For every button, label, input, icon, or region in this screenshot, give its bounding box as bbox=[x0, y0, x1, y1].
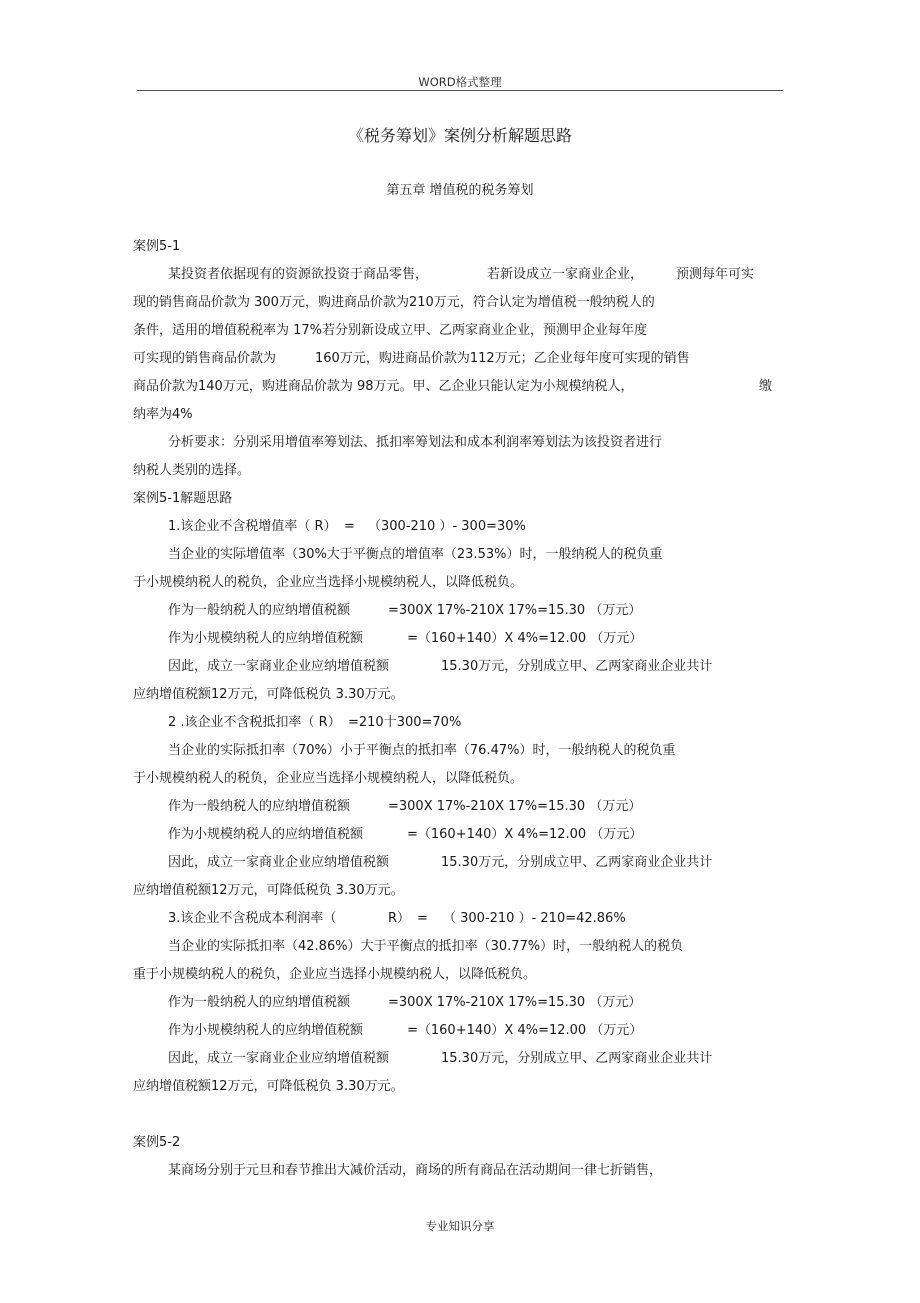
paragraph-line: 应纳增值税额12万元，可降低税负 3.30万元。 bbox=[133, 1079, 404, 1094]
calc-value: =300X 17%-210X 17%=15.30 （万元） bbox=[388, 799, 642, 814]
formula-line: = bbox=[417, 911, 428, 926]
calc-label: 作为一般纳税人的应纳增值税额 bbox=[168, 995, 351, 1010]
formula-line: 1.该企业不含税增值率（ R） bbox=[168, 519, 337, 534]
paragraph-line: 于小规模纳税人的税负，企业应当选择小规模纳税人，以降低税负。 bbox=[133, 771, 524, 786]
formula-line: （300-210 ）- 300=30% bbox=[368, 519, 526, 534]
paragraph-line: 应纳增值税额12万元，可降低税负 3.30万元。 bbox=[133, 687, 404, 702]
calc-label: 作为一般纳税人的应纳增值税额 bbox=[168, 799, 351, 814]
paragraph-line: 某投资者依据现有的资源欲投资于商品零售， bbox=[168, 267, 429, 282]
paragraph-line: 因此，成立一家商业企业应纳增值税额 bbox=[168, 855, 390, 870]
paragraph-line: 可实现的销售商品价款为 bbox=[133, 351, 277, 366]
formula-line: R） bbox=[388, 911, 411, 926]
paragraph-line: 因此，成立一家商业企业应纳增值税额 bbox=[168, 659, 390, 674]
paragraph-line: 当企业的实际增值率（30%大于平衡点的增值率（23.53%）时，一般纳税人的税负重 bbox=[168, 547, 663, 562]
header-divider bbox=[137, 90, 783, 91]
calc-value: =300X 17%-210X 17%=15.30 （万元） bbox=[388, 603, 642, 618]
paragraph-line: 15.30万元，分别成立甲、乙两家商业企业共计 bbox=[441, 659, 713, 674]
header-text: WORD格式整理 bbox=[418, 75, 502, 89]
document-title: 《税务筹划》案例分析解题思路 bbox=[347, 126, 572, 145]
paragraph-line: 160万元，购进商品价款为112万元；乙企业每年度可实现的销售 bbox=[315, 351, 690, 366]
paragraph-line: 当企业的实际抵扣率（70%）小于平衡点的抵扣率（76.47%）时，一般纳税人的税负重 bbox=[168, 743, 676, 758]
paragraph-line: 分析要求：分别采用增值率筹划法、抵扣率筹划法和成本利润率筹划法为该投资者进行 bbox=[168, 435, 663, 450]
chapter-heading: 第五章 增值税的税务筹划 bbox=[386, 183, 534, 198]
formula-line: 2 .该企业不含税抵扣率（ R） bbox=[168, 715, 341, 730]
paragraph-line: 缴 bbox=[759, 379, 773, 394]
paragraph-line: 应纳增值税额12万元，可降低税负 3.30万元。 bbox=[133, 883, 404, 898]
paragraph-line: 现的销售商品价款为 300万元，购进商品价款为210万元，符合认定为增值税一般纳税人的 bbox=[133, 295, 655, 310]
paragraph-line: 于小规模纳税人的税负，企业应当选择小规模纳税人，以降低税负。 bbox=[133, 575, 524, 590]
paragraph-line: 条件，适用的增值税税率为 17%若分别新设成立甲、乙两家商业企业，预测甲企业每年度 bbox=[133, 323, 648, 338]
paragraph-line: 15.30万元，分别成立甲、乙两家商业企业共计 bbox=[441, 1051, 713, 1066]
calc-label: 作为小规模纳税人的应纳增值税额 bbox=[168, 827, 364, 842]
formula-line: 3.该企业不含税成本利润率（ bbox=[168, 911, 337, 926]
paragraph-line: 重于小规模纳税人的税负，企业应当选择小规模纳税人，以降低税负。 bbox=[133, 967, 537, 982]
calc-value: =（160+140）X 4%=12.00 （万元） bbox=[407, 827, 643, 842]
paragraph-line: 15.30万元，分别成立甲、乙两家商业企业共计 bbox=[441, 855, 713, 870]
calc-label: 作为小规模纳税人的应纳增值税额 bbox=[168, 1023, 364, 1038]
calc-value: =（160+140）X 4%=12.00 （万元） bbox=[407, 1023, 643, 1038]
paragraph-line: 纳税人类别的选择。 bbox=[133, 463, 251, 478]
paragraph-line: 若新设成立一家商业企业， bbox=[487, 267, 644, 282]
paragraph-line: 某商场分别于元旦和春节推出大减价活动，商场的所有商品在活动期间一律七折销售， bbox=[168, 1163, 663, 1178]
paragraph-line: 当企业的实际抵扣率（42.86%）大于平衡点的抵扣率（30.77%）时，一般纳税人的税负 bbox=[168, 939, 684, 954]
case-heading: 案例5-2 bbox=[133, 1135, 181, 1150]
paragraph-line: 因此，成立一家商业企业应纳增值税额 bbox=[168, 1051, 390, 1066]
solution-heading: 案例5-1解题思路 bbox=[133, 491, 233, 506]
paragraph-line: 纳率为4% bbox=[133, 407, 193, 422]
case-heading: 案例5-1 bbox=[133, 239, 181, 254]
paragraph-line: 预测每年可实 bbox=[676, 267, 755, 282]
calc-label: 作为小规模纳税人的应纳增值税额 bbox=[168, 631, 364, 646]
calc-value: =300X 17%-210X 17%=15.30 （万元） bbox=[388, 995, 642, 1010]
paragraph-line: 商品价款为140万元，购进商品价款为 98万元。甲、乙企业只能认定为小规模纳税人， bbox=[133, 379, 634, 394]
page-footer: 专业知识分享 bbox=[425, 1219, 495, 1233]
formula-line: = bbox=[344, 519, 355, 534]
formula-line: =210十300=70% bbox=[348, 715, 462, 730]
calc-value: =（160+140）X 4%=12.00 （万元） bbox=[407, 631, 643, 646]
calc-label: 作为一般纳税人的应纳增值税额 bbox=[168, 603, 351, 618]
formula-line: （ 300-210 ）- 210=42.86% bbox=[443, 911, 626, 926]
